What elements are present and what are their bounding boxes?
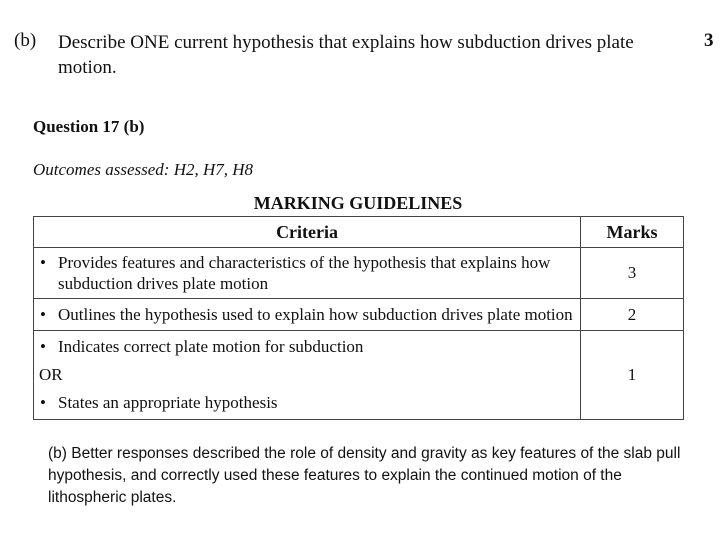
criteria-text: Provides features and characteristics of the hypothesis that explains how subduction drives plate motion xyxy=(58,253,551,293)
criteria-cell xyxy=(34,331,581,420)
or-connector: OR xyxy=(39,365,63,384)
criteria-header: Criteria xyxy=(34,217,581,248)
criteria-text: Outlines the hypothesis used to explain how subduction drives plate motion xyxy=(58,305,573,324)
question-label: (b) xyxy=(14,30,37,51)
criteria-item xyxy=(34,304,580,325)
marks-cell: 2 xyxy=(581,299,684,331)
criteria-cell xyxy=(34,299,581,331)
marks-cell: 1 xyxy=(581,331,684,420)
table-row xyxy=(34,248,684,299)
criteria-item xyxy=(34,252,580,294)
marks-cell: 3 xyxy=(581,248,684,299)
table-header-row xyxy=(34,217,684,248)
marker-comment: (b) Better responses described the role of density and gravity as key features of the slab pull hypothesis, and correctly used these features to explain the continued motion of the lithospheric plates. xyxy=(48,445,681,506)
criteria-item xyxy=(34,390,580,416)
question-marks: 3 xyxy=(704,30,714,51)
criteria-cell xyxy=(34,248,581,299)
bullet-glyph: • xyxy=(40,253,46,272)
table-row xyxy=(34,331,684,420)
criteria-item xyxy=(34,334,580,360)
marks-header: Marks xyxy=(581,217,684,248)
criteria-text: States an appropriate hypothesis xyxy=(58,393,278,412)
marking-guidelines-title: MARKING GUIDELINES xyxy=(253,193,463,213)
table-row xyxy=(34,299,684,331)
criteria-text: Indicates correct plate motion for subduction xyxy=(58,337,364,356)
bullet-glyph: • xyxy=(40,393,46,412)
question-text: Describe ONE current hypothesis that explains how subduction drives plate motion. xyxy=(58,32,634,78)
bullet-glyph: • xyxy=(40,305,46,324)
outcomes-assessed: Outcomes assessed: H2, H7, H8 xyxy=(33,160,254,179)
bullet-glyph: • xyxy=(40,337,46,356)
question-heading: Question 17 (b) xyxy=(33,117,145,136)
marking-guidelines-table xyxy=(33,216,684,420)
